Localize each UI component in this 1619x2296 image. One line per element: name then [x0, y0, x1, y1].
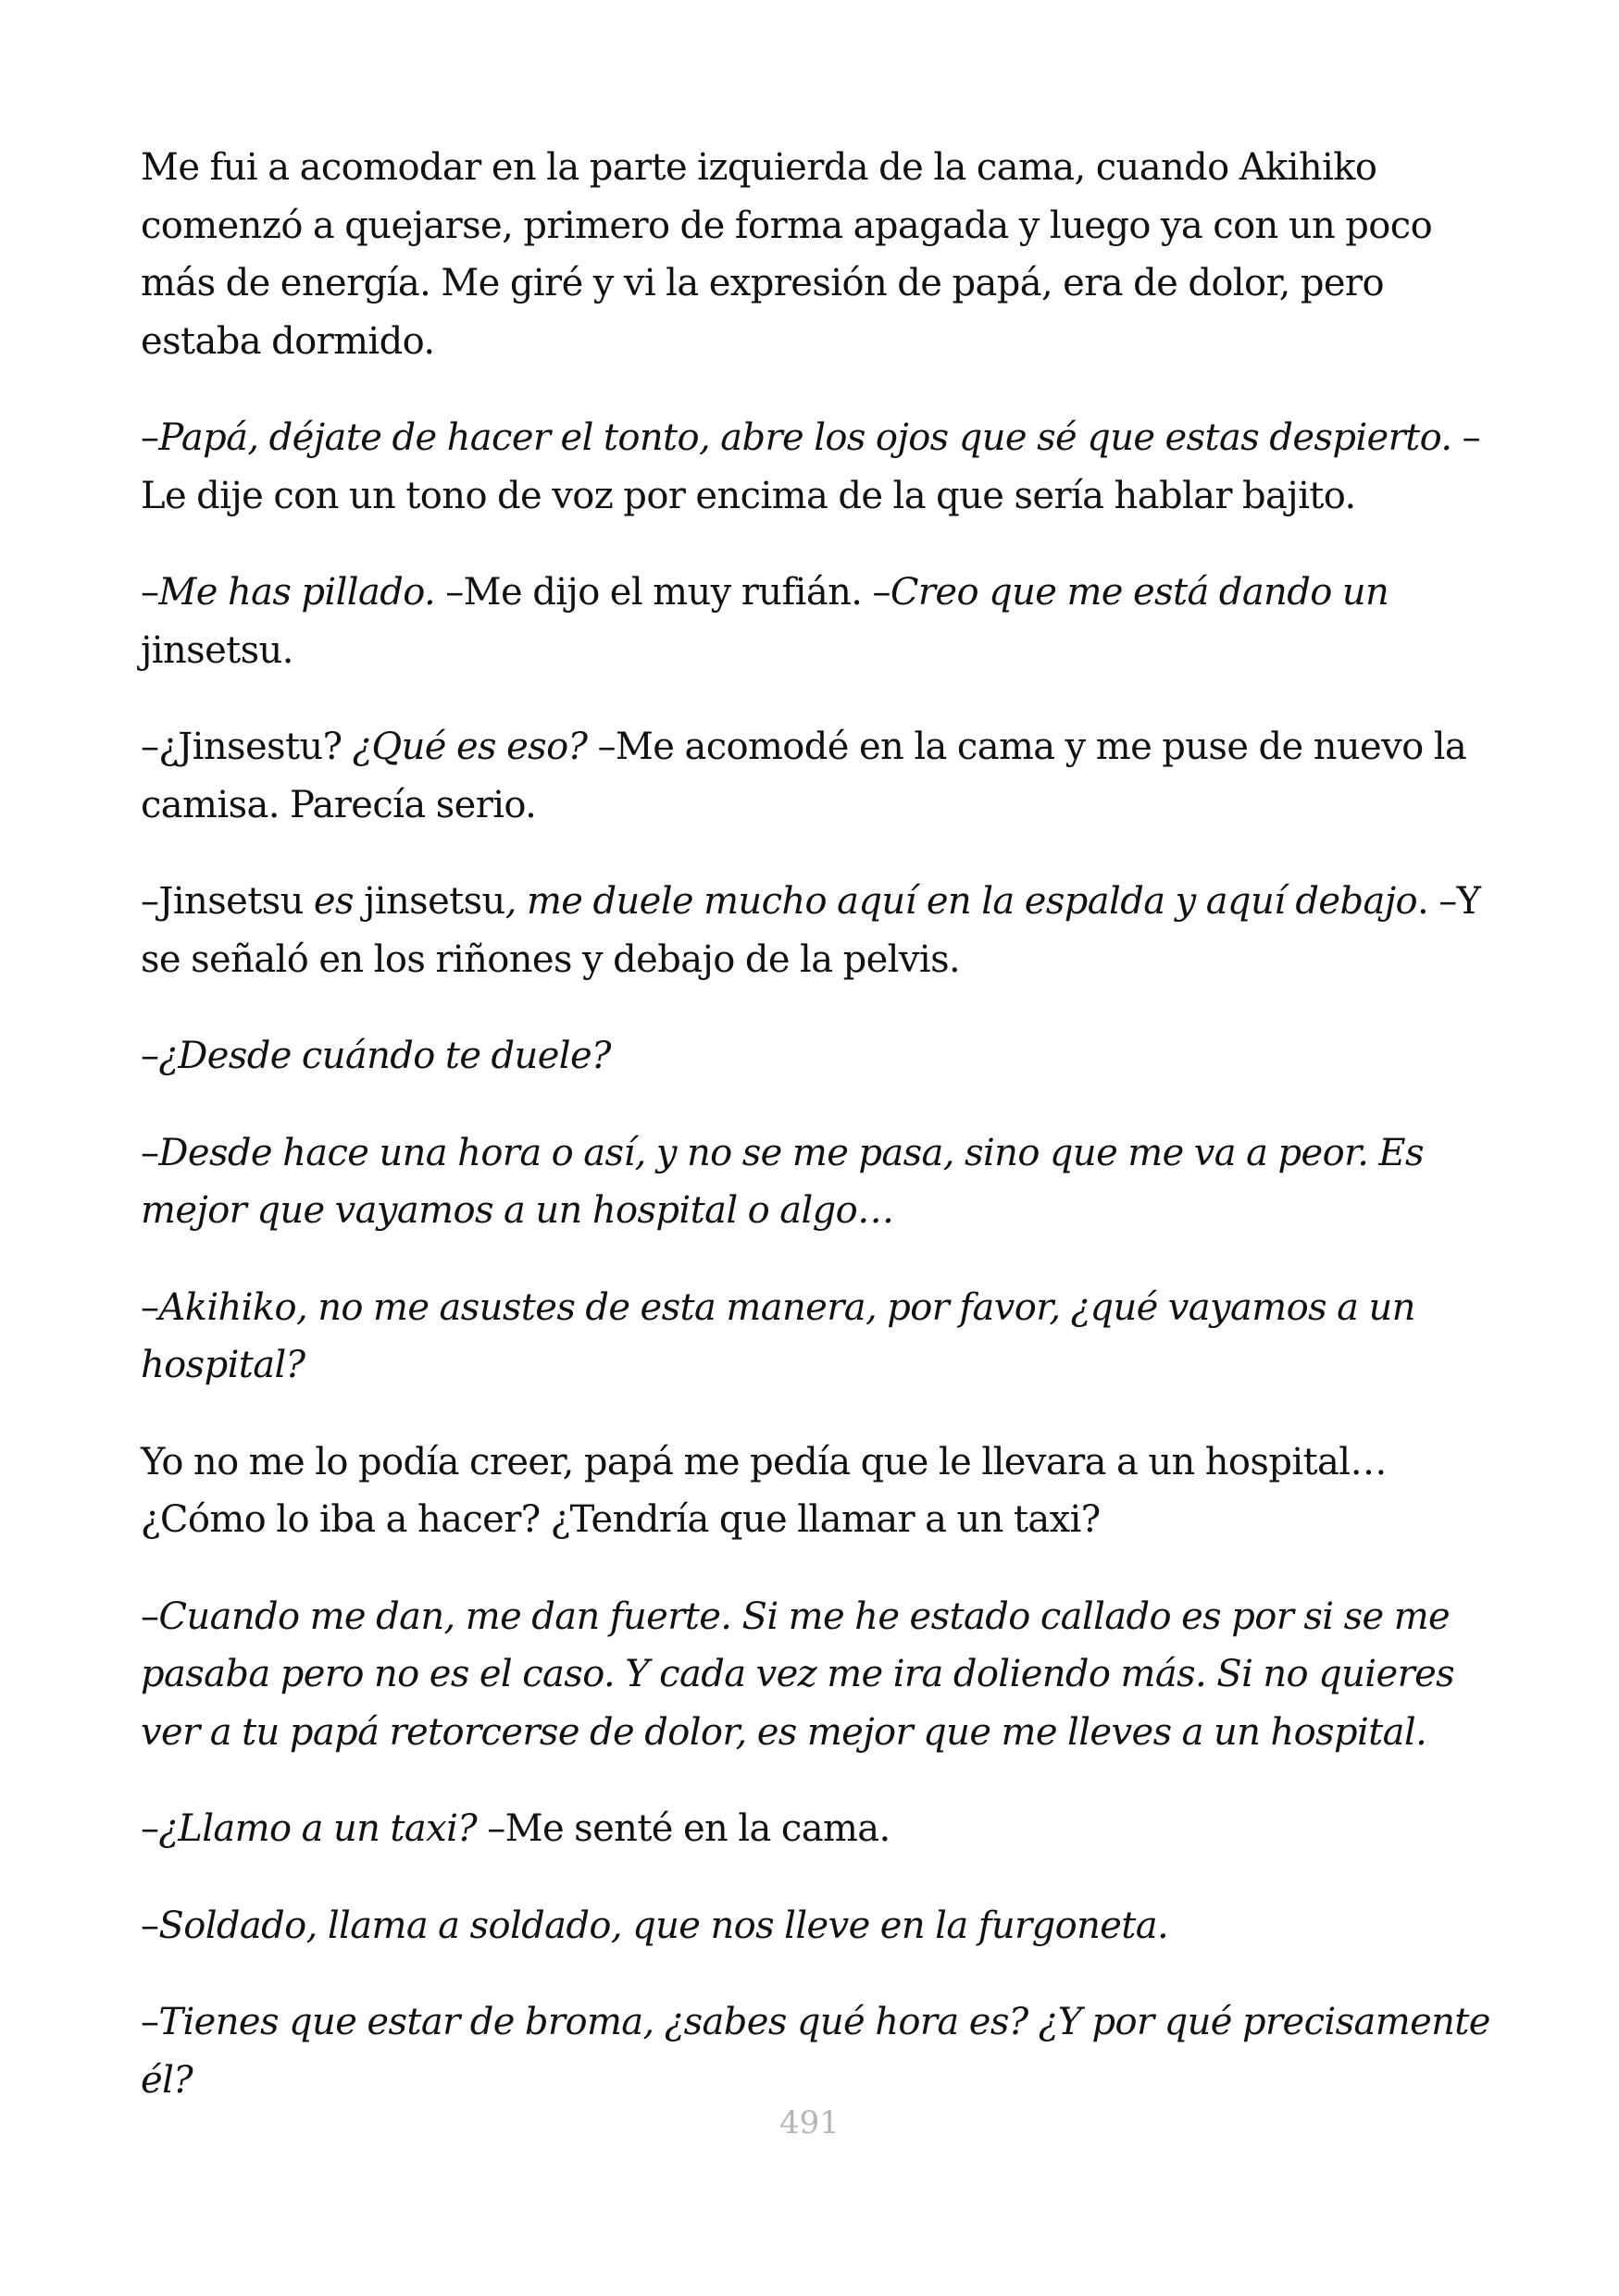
italic-text-run: ¿Llamo a un taxi? — [158, 1807, 478, 1850]
paragraph — [141, 409, 1501, 525]
italic-text-run: es — [313, 880, 354, 923]
text-run: jinsetsu. — [141, 628, 293, 672]
text-run: – — [141, 1285, 159, 1329]
text-run: . –Y se señaló en los riñones y debajo de la pelvis. — [141, 880, 1481, 981]
paragraph — [141, 1800, 1501, 1858]
paragraph — [141, 564, 1501, 679]
paragraph — [141, 1993, 1501, 2109]
italic-text-run: Tienes que estar de broma, ¿sabes qué hora es? ¿Y por qué precisamente él? — [141, 2001, 1490, 2102]
text-run: – — [141, 1035, 159, 1077]
text-run: – — [141, 571, 159, 614]
text-run: –Le dije con un tono de voz por encima de la que sería hablar bajito. — [141, 416, 1480, 517]
paragraph — [141, 139, 1501, 370]
italic-text-run: ¿Qué es eso? — [352, 726, 588, 768]
paragraph — [141, 1027, 1501, 1086]
italic-text-run: Papá, déjate de hacer el tonto, abre los ojos que sé que estas despierto. — [158, 416, 1452, 459]
text-run: –¿Jinsestu? — [141, 726, 353, 768]
text-run: –Jinsetsu — [141, 880, 314, 923]
italic-text-run: , me duele mucho aquí en la espalda y aquí debajo — [504, 880, 1418, 923]
italic-text-run: Akihiko, no me asustes de esta manera, por favor, ¿qué vayamos a un hospital? — [141, 1285, 1415, 1386]
text-run: – — [141, 1807, 159, 1850]
paragraph — [141, 1588, 1501, 1762]
italic-text-run: Me has pillado. — [158, 571, 436, 614]
text-run: Yo no me lo podía creer, papá me pedía que le llevara a un hospital… ¿Cómo lo iba a hacer? ¿Tendría que llamar a un taxi? — [141, 1440, 1387, 1541]
text-run: – — [141, 416, 159, 459]
paragraph — [141, 1897, 1501, 1955]
paragraph — [141, 718, 1501, 834]
text-run: jinsetsu — [353, 880, 505, 923]
paragraph — [141, 1124, 1501, 1240]
text-run: – — [141, 2001, 159, 2043]
text-run: – — [141, 1131, 159, 1174]
page-body — [141, 139, 1501, 2148]
paragraph — [141, 1279, 1501, 1395]
text-run: –Me dijo el muy rufián. – — [435, 571, 890, 614]
italic-text-run: Cuando me dan, me dan fuerte. Si me he estado callado es por si se me pasaba pero no es el caso. Y cada vez me ira doliendo más. Si no quieres ver a tu papá retorcerse de dolor, es mejor que me lleves a un hospital. — [141, 1595, 1455, 1754]
text-run: –Me senté en la cama. — [477, 1807, 890, 1850]
text-run: – — [141, 1904, 159, 1947]
paragraph — [141, 1433, 1501, 1549]
text-run: – — [141, 1595, 159, 1638]
paragraph — [141, 873, 1501, 988]
italic-text-run: Soldado, llama a soldado, que nos lleve en la furgoneta. — [158, 1904, 1169, 1947]
italic-text-run: Desde hace una hora o así, y no se me pasa, sino que me va a peor. Es mejor que vayamos a un hospital o algo… — [141, 1131, 1424, 1232]
text-run: –Me acomodé en la cama y me puse de nuevo la camisa. Parecía serio. — [141, 726, 1467, 826]
italic-text-run: ¿Desde cuándo te duele? — [158, 1035, 611, 1077]
text-run: Me fui a acomodar en la parte izquierda de la cama, cuando Akihiko comenzó a quejarse, primero de forma apagada y luego ya con un poco más de energía. Me giré y vi la expresión de papá, era de dolor, pero estaba dormido. — [141, 146, 1433, 363]
page-number: 491 — [779, 2104, 840, 2141]
italic-text-run: Creo que me está dando un — [890, 571, 1389, 614]
